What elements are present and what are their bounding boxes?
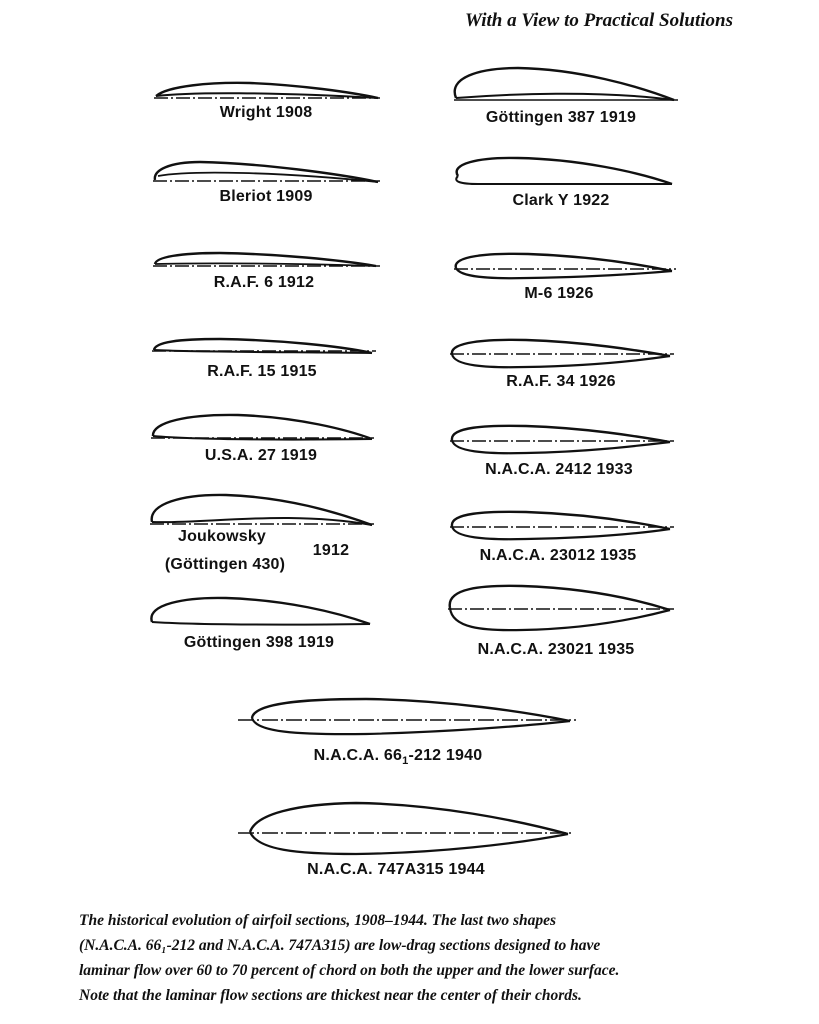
- airfoil-wright-1908: [150, 74, 382, 104]
- figure-caption: [79, 908, 747, 1008]
- airfoil-label: Wright 1908: [219, 104, 313, 121]
- airfoil-label-line1: Joukowsky: [177, 528, 267, 545]
- airfoil-label-year: 1912: [312, 542, 350, 559]
- caption-line: (N.A.C.A. 66₁-212 and N.A.C.A. 747A315) are low-drag sections designed to have: [79, 937, 601, 954]
- caption-line: The historical evolution of airfoil sections, 1908–1944. The last two shapes: [79, 912, 557, 929]
- airfoil-label: R.A.F. 15 1915: [207, 363, 317, 380]
- airfoil-naca23012-1935: [446, 508, 678, 544]
- airfoil-label-naca661: N.A.C.A. $66_1-212$ 1940: [313, 747, 483, 768]
- airfoil-gottingen398-1919: [146, 594, 376, 630]
- running-title: With a View to Practical Solutions: [465, 10, 733, 31]
- airfoil-label: U.S.A. 27 1919: [204, 447, 318, 464]
- airfoil-label: N.A.C.A. 23012 1935: [479, 547, 637, 564]
- airfoil-bleriot-1909: [150, 154, 382, 186]
- airfoil-gottingen387-1919: [448, 64, 680, 104]
- airfoil-naca747a315-1944: [236, 798, 578, 860]
- airfoil-joukowsky-1912: [146, 490, 378, 532]
- airfoil-naca661-212-1940: [236, 694, 578, 740]
- airfoil-label-line2: (Göttingen 430): [164, 556, 286, 573]
- airfoil-label: Göttingen 398 1919: [183, 634, 335, 651]
- airfoil-raf34-1926: [446, 336, 678, 372]
- airfoil-usa27-1919: [148, 410, 378, 444]
- airfoil-label: R.A.F. 6 1912: [213, 274, 315, 291]
- airfoil-label: N.A.C.A. 747A315 1944: [307, 861, 485, 878]
- airfoil-naca2412-1933: [446, 422, 678, 458]
- airfoil-clarky-1922: [448, 154, 680, 188]
- airfoil-naca23021-1935: [442, 582, 678, 634]
- airfoil-m6-1926: [448, 250, 680, 284]
- airfoil-raf15-1915: [150, 332, 382, 360]
- caption-line: laminar flow over 60 to 70 percent of chord on both the upper and the lower surface.: [79, 962, 620, 979]
- airfoil-label: N.A.C.A. 23021 1935: [477, 641, 635, 658]
- airfoil-label: N.A.C.A. 2412 1933: [485, 461, 633, 478]
- airfoil-label: M-6 1926: [524, 285, 594, 302]
- airfoil-label: Göttingen 387 1919: [485, 109, 637, 126]
- caption-line: Note that the laminar flow sections are thickest near the center of their chords.: [79, 987, 582, 1004]
- airfoil-raf6-1912: [150, 246, 382, 272]
- airfoil-label: R.A.F. 34 1926: [506, 373, 616, 390]
- airfoil-label: Clark Y 1922: [512, 192, 610, 209]
- airfoil-label: Bleriot 1909: [219, 188, 313, 205]
